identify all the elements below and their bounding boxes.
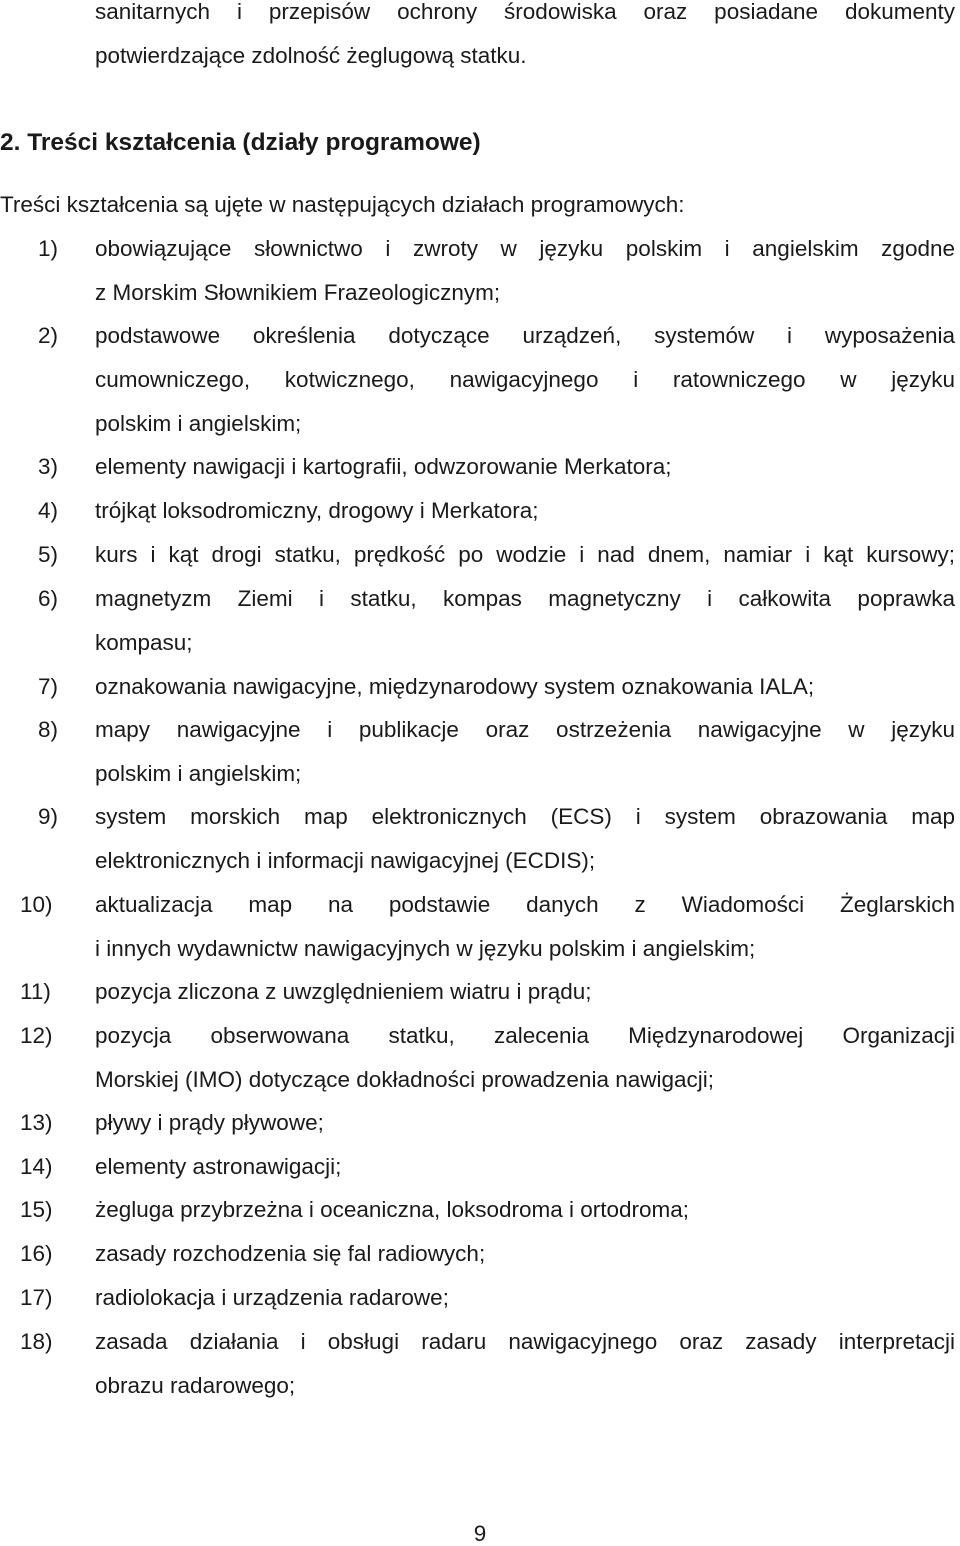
list-item-line: pozycja zliczona z uwzględnieniem wiatru i prądu; (95, 979, 592, 1004)
page-number: 9 (473, 1521, 487, 1546)
list-item-number: 6) (38, 586, 59, 611)
list-item-number: 7) (38, 674, 59, 699)
list-item-line: obrazu radarowego; (95, 1373, 296, 1398)
list-item-number: 5) (38, 542, 59, 567)
list-item-number: 18) (20, 1329, 53, 1354)
list-item-number: 4) (38, 498, 59, 523)
intro-line-2: potwierdzające zdolność żeglugową statku. (95, 43, 527, 68)
intro-line-1: sanitarnych i przepisów ochrony środowiska oraz posiadane dokumenty (95, 0, 955, 24)
list-item-line: i innych wydawnictw nawigacyjnych w języku polskim i angielskim; (95, 936, 756, 961)
list-item-line: magnetyzm Ziemi i statku, kompas magnetyczny i całkowita poprawka (95, 586, 955, 611)
list-item-number: 2) (38, 323, 59, 348)
list-item-line: podstawowe określenia dotyczące urządzeń, systemów i wyposażenia (95, 323, 955, 348)
list-item-number: 17) (20, 1285, 53, 1310)
list-item-line: kompasu; (95, 630, 193, 655)
list-item-line: żegluga przybrzeżna i oceaniczna, loksodroma i ortodroma; (95, 1197, 690, 1222)
list-item-number: 14) (20, 1154, 53, 1179)
list-item-number: 11) (20, 979, 51, 1004)
list-item-line: cumowniczego, kotwicznego, nawigacyjnego i ratowniczego w języku (95, 367, 955, 392)
list-item-line: kurs i kąt drogi statku, prędkość po wodzie i nad dnem, namiar i kąt kursowy; (95, 542, 955, 567)
list-item-line: zasady rozchodzenia się fal radiowych; (95, 1241, 486, 1266)
list-item-number: 13) (20, 1110, 53, 1135)
list-item-line: oznakowania nawigacyjne, międzynarodowy system oznakowania IALA; (95, 674, 815, 699)
list-item-number: 16) (20, 1241, 53, 1266)
list-item-line: elementy nawigacji i kartografii, odwzorowanie Merkatora; (95, 454, 672, 479)
list-item-line: radiolokacja i urządzenia radarowe; (95, 1285, 449, 1310)
list-item-number: 9) (38, 804, 59, 829)
list-item-number: 3) (38, 454, 59, 479)
list-item-line: trójkąt loksodromiczny, drogowy i Merkatora; (95, 498, 539, 523)
list-item-line: zasada działania i obsługi radaru nawigacyjnego oraz zasady interpretacji (95, 1329, 955, 1354)
list-item-line: mapy nawigacyjne i publikacje oraz ostrzeżenia nawigacyjne w języku (95, 717, 955, 742)
list-item-line: Morskiej (IMO) dotyczące dokładności prowadzenia nawigacji; (95, 1067, 715, 1092)
list-item-number: 1) (38, 236, 59, 261)
list-item-line: pozycja obserwowana statku, zalecenia Międzynarodowej Organizacji (95, 1023, 955, 1048)
list-item-number: 15) (20, 1197, 53, 1222)
list-item-line: polskim i angielskim; (95, 411, 302, 436)
list-item-line: system morskich map elektronicznych (ECS) i system obrazowania map (95, 804, 955, 829)
list-item-number: 12) (20, 1023, 53, 1048)
section-intro: Treści kształcenia są ujęte w następujących działach programowych: (0, 192, 685, 217)
list-item-line: aktualizacja map na podstawie danych z Wiadomości Żeglarskich (95, 892, 955, 917)
list-item-line: obowiązujące słownictwo i zwroty w języku polskim i angielskim zgodne (95, 236, 955, 261)
list-item-number: 8) (38, 717, 59, 742)
section-heading: 2. Treści kształcenia (działy programowe) (0, 129, 481, 156)
list-item-number: 10) (20, 892, 53, 917)
list-item-line: elektronicznych i informacji nawigacyjnej (ECDIS); (95, 848, 596, 873)
list-item-line: z Morskim Słownikiem Frazeologicznym; (95, 280, 501, 305)
list-item-line: elementy astronawigacji; (95, 1154, 342, 1179)
list-item-line: pływy i prądy pływowe; (95, 1110, 324, 1135)
list-item-line: polskim i angielskim; (95, 761, 302, 786)
